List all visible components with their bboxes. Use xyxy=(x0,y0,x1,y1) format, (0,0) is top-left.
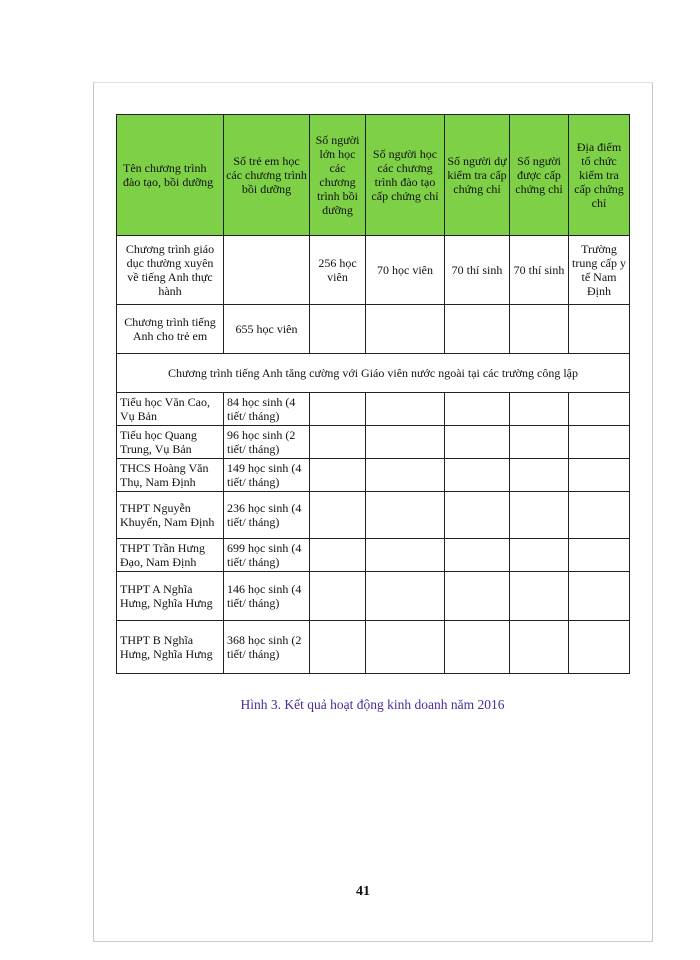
empty-cell xyxy=(366,539,445,572)
empty-cell xyxy=(569,459,630,492)
cell-student-count: 146 học sinh (4 tiết/ tháng) xyxy=(224,572,310,621)
cell-school-name: THCS Hoàng Văn Thụ, Nam Định xyxy=(117,459,224,492)
empty-cell xyxy=(445,459,510,492)
cell-school-name: THPT Nguyễn Khuyến, Nam Định xyxy=(117,492,224,539)
empty-cell xyxy=(510,492,569,539)
empty-cell xyxy=(445,492,510,539)
empty-cell xyxy=(510,393,569,426)
results-table xyxy=(116,114,630,674)
cell-school-name: Tiểu học Văn Cao, Vụ Bản xyxy=(117,393,224,426)
cell-student-count: 84 học sinh (4 tiết/ tháng) xyxy=(224,393,310,426)
cell-certificate-learners xyxy=(366,305,445,354)
cell-children-count: 655 học viên xyxy=(224,305,310,354)
table-row xyxy=(117,393,630,426)
cell-program-name: Chương trình giáo dục thường xuyên về tiếng Anh thực hành xyxy=(117,236,224,305)
empty-cell xyxy=(310,426,366,459)
cell-school-name: Tiểu học Quang Trung, Vụ Bản xyxy=(117,426,224,459)
empty-cell xyxy=(569,492,630,539)
empty-cell xyxy=(510,426,569,459)
cell-exam-location xyxy=(569,305,630,354)
cell-certified-count: 70 thí sinh xyxy=(510,236,569,305)
empty-cell xyxy=(310,492,366,539)
cell-school-name: THPT Trần Hưng Đạo, Nam Định xyxy=(117,539,224,572)
cell-exam-takers xyxy=(445,305,510,354)
page-number: 41 xyxy=(356,884,370,899)
empty-cell xyxy=(445,572,510,621)
empty-cell xyxy=(569,572,630,621)
empty-cell xyxy=(569,393,630,426)
table-row xyxy=(117,492,630,539)
cell-certificate-learners: 70 học viên xyxy=(366,236,445,305)
cell-student-count: 699 học sinh (4 tiết/ tháng) xyxy=(224,539,310,572)
empty-cell xyxy=(445,621,510,674)
empty-cell xyxy=(569,539,630,572)
empty-cell xyxy=(510,621,569,674)
empty-cell xyxy=(366,492,445,539)
cell-student-count: 236 học sinh (4 tiết/ tháng) xyxy=(224,492,310,539)
cell-student-count: 149 học sinh (4 tiết/ tháng) xyxy=(224,459,310,492)
table-row xyxy=(117,459,630,492)
table-row xyxy=(117,572,630,621)
empty-cell xyxy=(510,572,569,621)
empty-cell xyxy=(310,572,366,621)
cell-adult-count: 256 học viên xyxy=(310,236,366,305)
table-row xyxy=(117,621,630,674)
empty-cell xyxy=(310,393,366,426)
empty-cell xyxy=(366,621,445,674)
cell-certified-count xyxy=(510,305,569,354)
cell-student-count: 368 học sinh (2 tiết/ tháng) xyxy=(224,621,310,674)
section-row xyxy=(117,354,630,393)
table-row xyxy=(117,305,630,354)
empty-cell xyxy=(366,393,445,426)
header-certificate-learners: Số người học các chương trình đào tạo cấp chứng chỉ xyxy=(366,115,445,236)
empty-cell xyxy=(445,393,510,426)
empty-cell xyxy=(310,621,366,674)
cell-program-name: Chương trình tiếng Anh cho trẻ em xyxy=(117,305,224,354)
empty-cell xyxy=(310,539,366,572)
table-row xyxy=(117,236,630,305)
section-title: Chương trình tiếng Anh tăng cường với Giáo viên nước ngoài tại các trường công lập xyxy=(117,354,630,393)
table-row xyxy=(117,426,630,459)
empty-cell xyxy=(445,426,510,459)
cell-adult-count xyxy=(310,305,366,354)
empty-cell xyxy=(569,621,630,674)
empty-cell xyxy=(366,426,445,459)
cell-children-count xyxy=(224,236,310,305)
header-exam-location: Địa điểm tổ chức kiểm tra cấp chứng chỉ xyxy=(569,115,630,236)
empty-cell xyxy=(510,539,569,572)
header-certified-count: Số người được cấp chứng chỉ xyxy=(510,115,569,236)
empty-cell xyxy=(445,539,510,572)
cell-exam-location: Trường trung cấp y tế Nam Định xyxy=(569,236,630,305)
header-program-name: Tên chương trình đào tạo, bồi dưỡng xyxy=(117,115,224,236)
header-row xyxy=(117,115,630,236)
cell-school-name: THPT A Nghĩa Hưng, Nghĩa Hưng xyxy=(117,572,224,621)
figure-caption: Hình 3. Kết quả hoạt động kinh doanh năm 2016 xyxy=(240,697,505,712)
table-row xyxy=(117,539,630,572)
empty-cell xyxy=(569,426,630,459)
empty-cell xyxy=(310,459,366,492)
header-adult-count: Số người lớn học các chương trình bồi dưỡng xyxy=(310,115,366,236)
header-children-count: Số trẻ em học các chương trình bồi dưỡng xyxy=(224,115,310,236)
header-exam-takers: Số người dự kiểm tra cấp chứng chỉ xyxy=(445,115,510,236)
cell-student-count: 96 học sinh (2 tiết/ tháng) xyxy=(224,426,310,459)
empty-cell xyxy=(366,459,445,492)
empty-cell xyxy=(366,572,445,621)
cell-exam-takers: 70 thí sinh xyxy=(445,236,510,305)
cell-school-name: THPT B Nghĩa Hưng, Nghĩa Hưng xyxy=(117,621,224,674)
empty-cell xyxy=(510,459,569,492)
